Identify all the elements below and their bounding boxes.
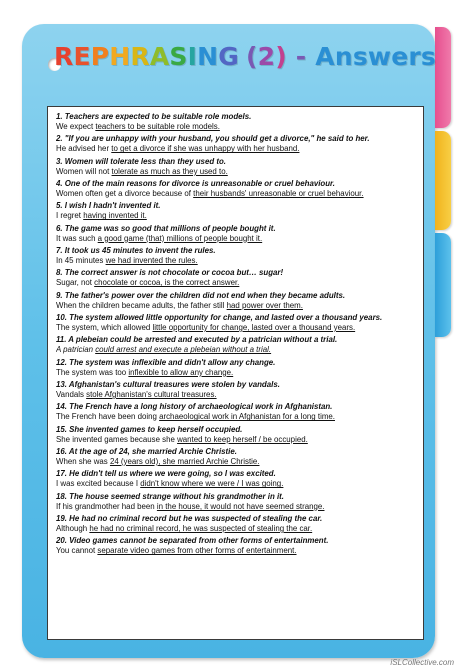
original-sentence: 8. The correct answer is not chocolate or cocoa but… sugar! (56, 268, 284, 278)
original-sentence: 5. I wish I hadn't invented it. (56, 201, 161, 211)
rephrased-answer (56, 122, 416, 132)
exercise-item (56, 246, 416, 266)
rephrased-answer (56, 524, 416, 534)
rephrased-answer (56, 278, 416, 288)
answer-prompt: Women will not (56, 166, 112, 176)
answer-prompt: I regret (56, 211, 84, 221)
exercise-item (56, 447, 416, 467)
answer-prompt: We expect (56, 122, 96, 132)
title-letter: ) (275, 42, 287, 71)
exercise-item (56, 157, 416, 177)
exercise-item (56, 201, 416, 221)
exercise-item (56, 514, 416, 534)
answer-prompt: Although (56, 524, 90, 533)
answer-prompt: Sugar, not (56, 278, 95, 288)
rephrased-answer (56, 256, 416, 266)
title-letter: ( (246, 42, 258, 71)
answer-completion: stole Afghanistan's cultural treasures. (86, 390, 217, 400)
title-letter: R (130, 42, 150, 71)
answer-completion: having invented it. (83, 211, 147, 221)
rephrased-answer (56, 189, 416, 199)
title-letter: E (73, 42, 91, 71)
answer-completion: wanted to keep herself / be occupied. (177, 434, 308, 444)
exercise-item (56, 112, 416, 132)
original-sentence: 11. A plebeian could be arrested and executed by a patrician without a trial. (56, 335, 338, 345)
answer-sheet (47, 106, 424, 640)
answer-prompt: He advised her (56, 144, 112, 154)
title-letter: P (90, 42, 110, 71)
rephrased-answer (56, 502, 416, 512)
title-letter: H (109, 42, 131, 71)
rephrased-answer (56, 234, 416, 244)
answer-prompt: If his grandmother had been (56, 501, 157, 511)
answer-prompt: She invented games because she (56, 434, 178, 444)
exercise-item (56, 358, 416, 378)
answer-completion: tolerate as much as they used to. (111, 166, 228, 176)
original-sentence: 1. Teachers are expected to be suitable role models. (56, 112, 252, 121)
exercise-item (56, 291, 416, 311)
exercise-item (56, 402, 416, 422)
answer-prompt: When the children became adults, the father still (56, 300, 227, 310)
answer-completion: didn't know where we were / I was going. (140, 479, 284, 489)
title-dash: - (295, 42, 307, 71)
exercise-item (56, 134, 416, 154)
title-letter: G (218, 42, 239, 71)
rephrased-answer (56, 435, 416, 445)
answer-prompt: Women often get a divorce because of (56, 189, 194, 199)
original-sentence: 6. The game was so good that millions of people bought it. (56, 223, 276, 233)
original-sentence: 16. At the age of 24, she married Archie Christie. (56, 446, 237, 456)
title-letter: N (197, 42, 219, 71)
tab-yellow[interactable] (435, 131, 451, 230)
watermark: iSLCollective.com (390, 658, 454, 667)
exercise-item (56, 179, 416, 199)
exercise-item (56, 425, 416, 445)
answer-completion: inflexible to allow any change. (128, 367, 234, 377)
tab-blue[interactable] (435, 233, 451, 337)
answer-completion: archaeological work in Afghanistan for a long time. (159, 412, 335, 422)
answer-prompt: When she was (56, 457, 110, 467)
rephrased-answer (56, 167, 416, 177)
answer-prompt: In 45 minutes (56, 256, 106, 266)
rephrased-answer (56, 390, 416, 400)
answer-completion: little opportunity for change, lasted over a thousand years. (152, 323, 356, 333)
rephrased-answer (56, 144, 416, 154)
original-sentence: 20. Video games cannot be separated from other forms of entertainment. (56, 536, 329, 546)
title-answers: Answers (315, 42, 436, 71)
exercise-item (56, 469, 416, 489)
answer-prompt: A patrician (56, 345, 96, 355)
answer-prompt: You cannot (56, 546, 98, 556)
page-title (54, 42, 436, 71)
original-sentence: 18. The house seemed strange without his grandmother in it. (56, 491, 284, 501)
answer-completion: chocolate or cocoa, is the correct answer. (94, 278, 240, 288)
original-sentence: 14. The French have a long history of archaeological work in Afghanistan. (56, 402, 333, 412)
title-letter: S (169, 42, 188, 71)
original-sentence: 12. The system was inflexible and didn't allow any change. (56, 357, 276, 367)
exercise-item (56, 536, 416, 556)
answer-completion: he had no criminal record, he was suspected of stealing the car. (89, 524, 313, 533)
answer-completion: we had invented the rules. (105, 256, 198, 266)
exercise-item (56, 224, 416, 244)
rephrased-answer (56, 457, 416, 467)
original-sentence: 3. Women will tolerate less than they used to. (56, 156, 226, 166)
exercise-item (56, 313, 416, 333)
rephrased-answer (56, 345, 416, 355)
title-letter: 2 (257, 42, 276, 71)
original-sentence: 10. The system allowed little opportunity for change, and lasted over a thousand years. (56, 312, 383, 322)
answer-prompt: The French have been doing (56, 412, 160, 422)
original-sentence: 13. Afghanistan's cultural treasures were stolen by vandals. (56, 379, 280, 389)
answer-completion: a good game (that) millions of people bought it. (97, 233, 263, 243)
original-sentence: 17. He didn't tell us where we were going, so I was excited. (56, 469, 276, 479)
answer-completion: 24 (years old), she married Archie Christie. (109, 457, 260, 467)
title-letter: A (149, 42, 170, 71)
rephrased-answer (56, 368, 416, 378)
rephrased-answer (56, 323, 416, 333)
answer-completion: in the house, it would not have seemed strange. (156, 501, 325, 511)
title-rainbow-text (54, 42, 296, 71)
answer-completion: teachers to be suitable role models. (95, 122, 220, 132)
answer-prompt: The system was too (56, 367, 129, 377)
answer-completion: separate video games from other forms of entertainment. (97, 546, 297, 556)
exercise-item (56, 268, 416, 288)
original-sentence: 7. It took us 45 minutes to invent the rules. (56, 245, 216, 255)
original-sentence: 19. He had no criminal record but he was suspected of stealing the car. (56, 513, 323, 523)
answer-prompt: The system, which allowed (56, 323, 153, 333)
rephrased-answer (56, 479, 416, 489)
title-letter: I (187, 42, 198, 71)
exercise-item (56, 492, 416, 512)
answer-completion: could arrest and execute a plebeian without a trial. (95, 345, 272, 355)
answer-completion: to get a divorce if she was unhappy with her husband. (111, 144, 300, 154)
tab-pink[interactable] (435, 27, 451, 128)
original-sentence: 2. "If you are unhappy with your husband, you should get a divorce," he said to her. (56, 134, 370, 144)
exercise-item (56, 335, 416, 355)
original-sentence: 15. She invented games to keep herself occupied. (56, 424, 243, 434)
answer-completion: their husbands' unreasonable or cruel behaviour. (193, 189, 364, 199)
answer-prompt: Vandals (56, 390, 87, 400)
rephrased-answer (56, 546, 416, 556)
exercise-item (56, 380, 416, 400)
answer-prompt: It was such (56, 233, 98, 243)
original-sentence: 4. One of the main reasons for divorce is unreasonable or cruel behaviour. (56, 178, 335, 188)
rephrased-answer (56, 412, 416, 422)
rephrased-answer (56, 211, 416, 221)
rephrased-answer (56, 301, 416, 311)
original-sentence: 9. The father's power over the children did not end when they became adults. (56, 290, 346, 300)
answer-prompt: I was excited because I (56, 479, 141, 489)
answer-completion: had power over them. (226, 300, 303, 310)
title-letter: R (54, 42, 74, 71)
